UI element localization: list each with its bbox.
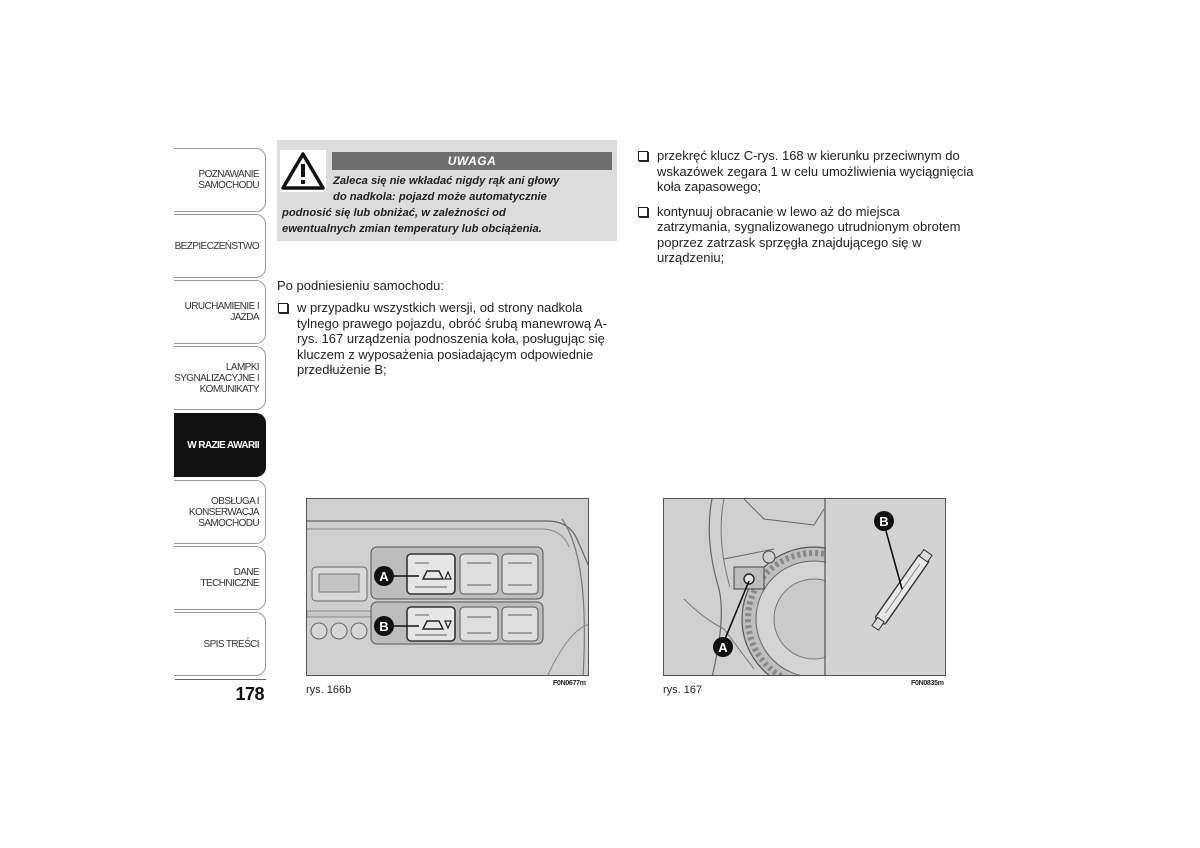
figure-label-a: A [379,569,389,584]
tab-dane-techniczne[interactable]: DANE TECHNICZNE [174,546,266,610]
warning-line-3: podnosić się lub obniżać, w zależności od [282,207,506,219]
list-item-text: kontynuuj obracanie w lewo aż do miejsca zatrzymania, sygnalizowanego utrudnionym obrotem poprzez zatrzask sprzęgła znajdującego się w urządzeniu; [657,203,961,265]
list-item-text: przekręć klucz C-rys. 168 w kierunku przeciwnym do wskazówek zegara 1 w celu umożliwienia wyciągnięcia koła zapasowego; [657,148,974,194]
warning-heading: UWAGA [332,152,612,170]
figure-code: F0N0677m [553,680,586,687]
instruction-list-left [277,300,617,387]
figure-wheel-lift [663,498,946,676]
figure-code: F0N0835m [911,680,944,687]
figure-caption: rys. 166b [306,684,352,696]
page-number: 178 [235,684,264,704]
warning-line-2: do nadkola: pojazd może automatycznie [333,191,547,203]
figure-label-b: B [379,619,389,634]
tab-bezpieczenstwo[interactable]: BEZPIECZEŃSTWO [174,214,266,278]
warning-text [282,173,612,237]
tab-spis-tresci[interactable]: SPIS TREŚCI [174,612,266,676]
figure-label-b: B [879,514,889,529]
list-item [277,300,617,378]
warning-box [277,140,617,241]
warning-line-4: ewentualnych zmian temperatury lub obciążenia. [282,223,542,235]
tab-w-razie-awarii[interactable]: W RAZIE AWARII [174,413,266,477]
dashboard-switches-illustration [307,499,589,676]
nav-divider [175,679,266,680]
list-item [637,148,977,195]
instruction-list-right [637,148,977,275]
wheel-lift-illustration [664,499,946,676]
tab-poznawanie-samochodu[interactable]: POZNAWANIE SAMOCHODU [174,148,266,212]
list-item-text: w przypadku wszystkich wersji, od strony nadkola tylnego prawego pojazdu, obróć śrubą manewrową A-rys. 167 urządzenia podnoszenia koła, posługując się kluczem z wyposażenia posiadającym odpowiednie przedłużenie B; [297,300,608,377]
checkbox-bullet-icon [638,151,648,161]
intro-text: Po podniesieniu samochodu: [277,278,444,293]
list-item [637,204,977,266]
tab-lampki-sygnalizacyjne[interactable]: LAMPKI SYGNALIZACYJNE I KOMUNIKATY [174,346,266,410]
checkbox-bullet-icon [278,303,288,313]
figure-label-a: A [718,640,728,655]
figure-caption: rys. 167 [663,684,703,696]
tab-uruchamienie-i-jazda[interactable]: URUCHAMIENIE I JAZDA [174,280,266,344]
tab-obsluga-i-konserwacja[interactable]: OBSŁUGA I KONSERWACJA SAMOCHODU [174,480,266,544]
checkbox-bullet-icon [638,207,648,217]
warning-line-1: Zaleca się nie wkładać nigdy rąk ani głowy [333,175,560,187]
figure-dashboard-switches [306,498,589,676]
